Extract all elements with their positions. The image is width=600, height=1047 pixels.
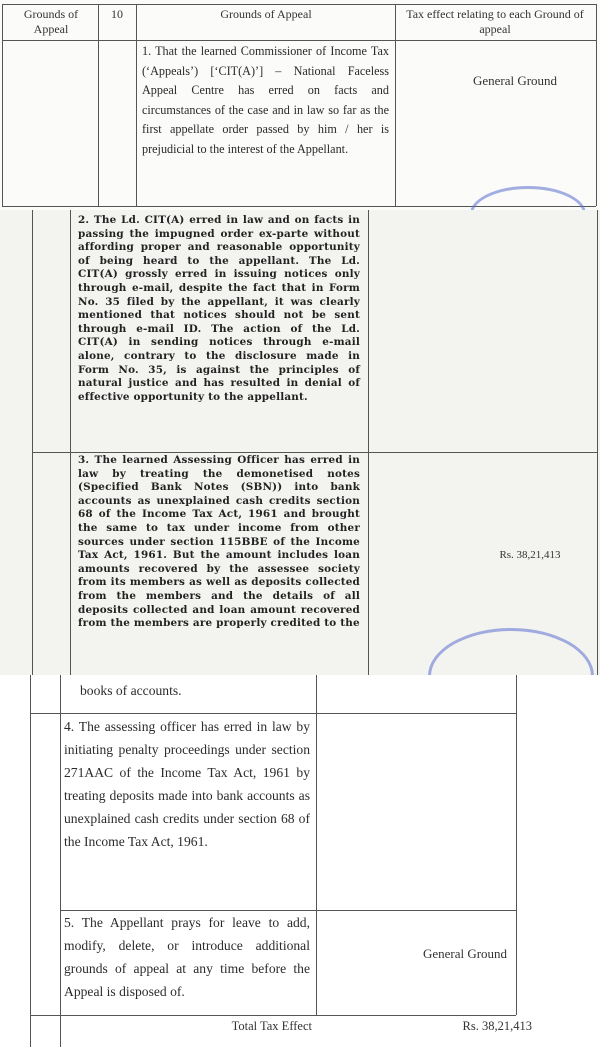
total-tax-effect-value: Rs. 38,21,413 (462, 1019, 532, 1033)
ground-1-tax: General Ground (472, 73, 558, 88)
header-grounds-of-appeal-col: Grounds of Appeal (23, 7, 79, 36)
table-segment-3 (0, 675, 600, 1047)
ground-5-tax: General Ground (422, 946, 508, 961)
ground-3-tax: Rs. 38,21,413 (499, 549, 561, 561)
table-segment-1 (0, 0, 600, 210)
header-grounds-col: Grounds of Appeal (220, 7, 312, 21)
ground-5-text: 5. The Appellant prays for leave to add, modify, delete, or introduce additional grounds of appeal at any time before the Appeal is disposed of. (64, 915, 310, 999)
ground-2-text: 2. The Ld. CIT(A) erred in law and on facts in passing the impugned order ex-parte without affording proper and reasonable opportunity of being heard to the appellant. The Ld. CIT(A) grossly erred in issuing notices only through e-mail, despite the fact that in Form No. 35 filed by the appellant, it was clearly mentioned that notices should not be sent through e-mail ID. The action of the Ld. CIT(A) in sending notices through e-mail alone, contrary to the disclosure made in Form No. 35, is against the principles of natural justice and has resulted in denial of effective opportunity to the appellant. (78, 214, 360, 403)
ground-4-text: 4. The assessing officer has erred in law by initiating penalty proceedings under section 271AAC of the Income Tax Act, 1961 by treating deposits made into bank accounts as unexplained cash credits under section 68 of the Income Tax Act, 1961. (64, 719, 310, 849)
ground-1-text: 1. That the learned Commissioner of Income Tax (‘Appeals’) [‘CIT(A)’] – National Faceless Appeal Centre has erred on facts and circumstances of the case and in law so far as the first appellate order passed by him / her is prejudicial to the interest of the Appellant. (142, 44, 389, 156)
table-segment-2 (0, 210, 600, 675)
total-tax-effect-label: Total Tax Effect (231, 1019, 312, 1033)
ground-3-text: 3. The learned Assessing Officer has erred in law by treating the demonetised notes (Specified Bank Notes (SBN)) into bank accounts as unexplained cash credits section 68 of the Income Tax Act, 1961 and brought the same to tax under income from other sources under section 115BBE of the Income Tax Act, 1961. But the amount includes loan amounts recovered by the assessee society from its members as well as deposits collected from the members and the details of all deposits collected and loan amount recovered from the members are properly credited to the (78, 454, 360, 630)
header-number-col: 10 (111, 7, 123, 21)
ground-3-continued: books of accounts. (80, 683, 182, 698)
header-tax-effect-col: Tax effect relating to each Ground of appeal (406, 7, 584, 36)
